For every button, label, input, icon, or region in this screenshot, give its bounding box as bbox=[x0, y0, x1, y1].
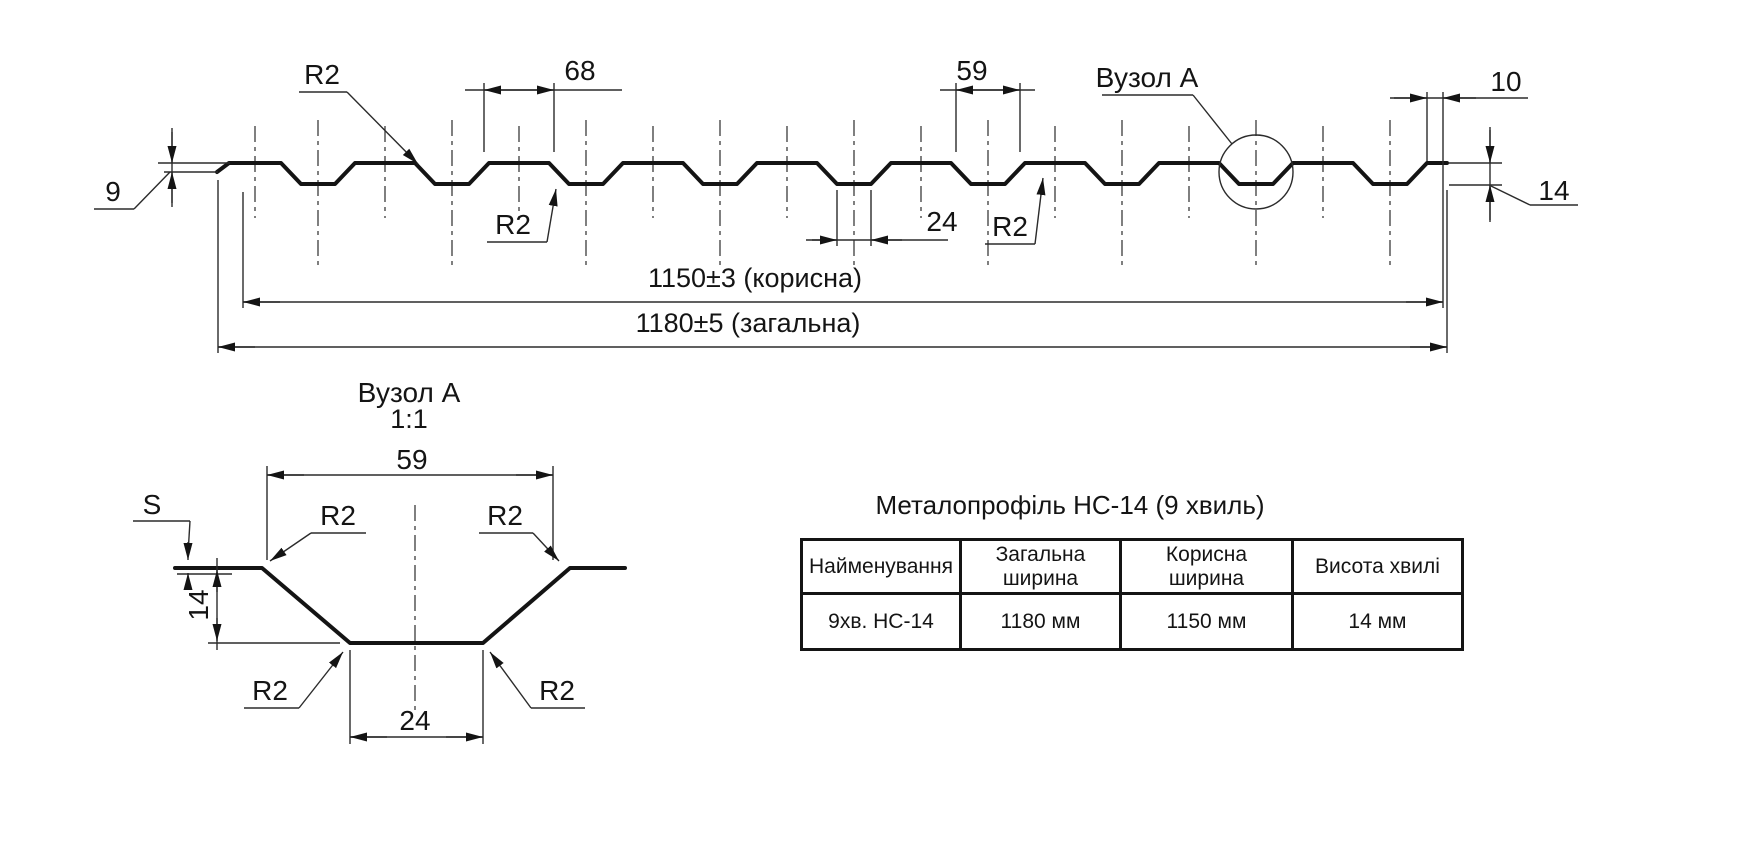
detail-radius-top-left bbox=[270, 500, 366, 561]
radius-r2-text: R2 bbox=[992, 211, 1028, 242]
dim-wave-top-width bbox=[940, 55, 1035, 152]
node-a-label: Вузол А bbox=[1095, 62, 1199, 93]
spec-header-total-width: Загальна ширина bbox=[960, 540, 1120, 594]
detail-dim-14-text: 14 bbox=[183, 589, 214, 621]
dim-edge-lip bbox=[1390, 66, 1528, 308]
detail-dim-bottom-width bbox=[350, 650, 483, 744]
dim-wave-height-right bbox=[1449, 127, 1578, 222]
node-a-callout bbox=[1096, 62, 1293, 209]
dim-wave-bottom-width-top bbox=[806, 190, 958, 246]
detail-radius-bottom-right bbox=[490, 652, 585, 708]
spec-table-header-row bbox=[802, 540, 1463, 594]
detail-thickness-s-text: S bbox=[142, 489, 162, 520]
dim-useful-width bbox=[243, 192, 1443, 308]
dim-10-text: 10 bbox=[1490, 66, 1522, 97]
radius-r2-text: R2 bbox=[320, 500, 356, 531]
dim-24-text: 24 bbox=[926, 206, 958, 237]
spec-table bbox=[800, 538, 1464, 651]
dim-59-text: 59 bbox=[956, 55, 988, 86]
detail-radius-top-right bbox=[479, 500, 559, 561]
radius-r2-text: R2 bbox=[495, 209, 531, 240]
radius-r2-text: R2 bbox=[252, 675, 288, 706]
spec-header-wave-height: Висота хвилі bbox=[1292, 540, 1462, 594]
detail-scale: 1:1 bbox=[390, 404, 428, 434]
spec-header-useful-width: Корисна ширина bbox=[1120, 540, 1292, 594]
radius-r2-text: R2 bbox=[487, 500, 523, 531]
dim-9-text: 9 bbox=[105, 176, 121, 207]
radius-callout-mid-right bbox=[985, 178, 1043, 244]
spec-cell-name: 9хв. НС-14 bbox=[802, 594, 961, 650]
top-profile-centerlines bbox=[255, 120, 1390, 265]
spec-header-name: Найменування bbox=[802, 540, 961, 594]
detail-dim-59-text: 59 bbox=[396, 444, 428, 475]
spec-cell-useful-width: 1150 мм bbox=[1120, 594, 1292, 650]
spec-cell-wave-height: 14 мм bbox=[1292, 594, 1462, 650]
dim-useful-width-text: 1150±3 (корисна) bbox=[647, 263, 863, 293]
top-profile-outline bbox=[217, 163, 1447, 184]
detail-radius-bottom-left bbox=[244, 652, 343, 708]
spec-table-data-row bbox=[802, 594, 1463, 650]
dim-edge-height bbox=[94, 128, 230, 209]
dim-68-text: 68 bbox=[564, 55, 596, 86]
detail-profile-outline bbox=[175, 568, 625, 643]
detail-title: Вузол А bbox=[357, 377, 461, 408]
radius-callout-mid-left bbox=[487, 189, 556, 242]
detail-dim-24-text: 24 bbox=[399, 705, 431, 736]
dim-total-width-text: 1180±5 (загальна) bbox=[635, 308, 861, 338]
dim-crest-width bbox=[465, 55, 622, 152]
spec-cell-total-width: 1180 мм bbox=[960, 594, 1120, 650]
dim-14-text: 14 bbox=[1538, 175, 1570, 206]
radius-r2-text: R2 bbox=[539, 675, 575, 706]
detail-dim-height bbox=[183, 558, 340, 650]
radius-callout-top bbox=[299, 59, 418, 164]
spec-table-title: Металопрофіль НС-14 (9 хвиль) bbox=[875, 490, 1265, 520]
radius-r2-text: R2 bbox=[304, 59, 340, 90]
detail-thickness-callout bbox=[133, 489, 190, 590]
detail-view bbox=[133, 377, 625, 744]
